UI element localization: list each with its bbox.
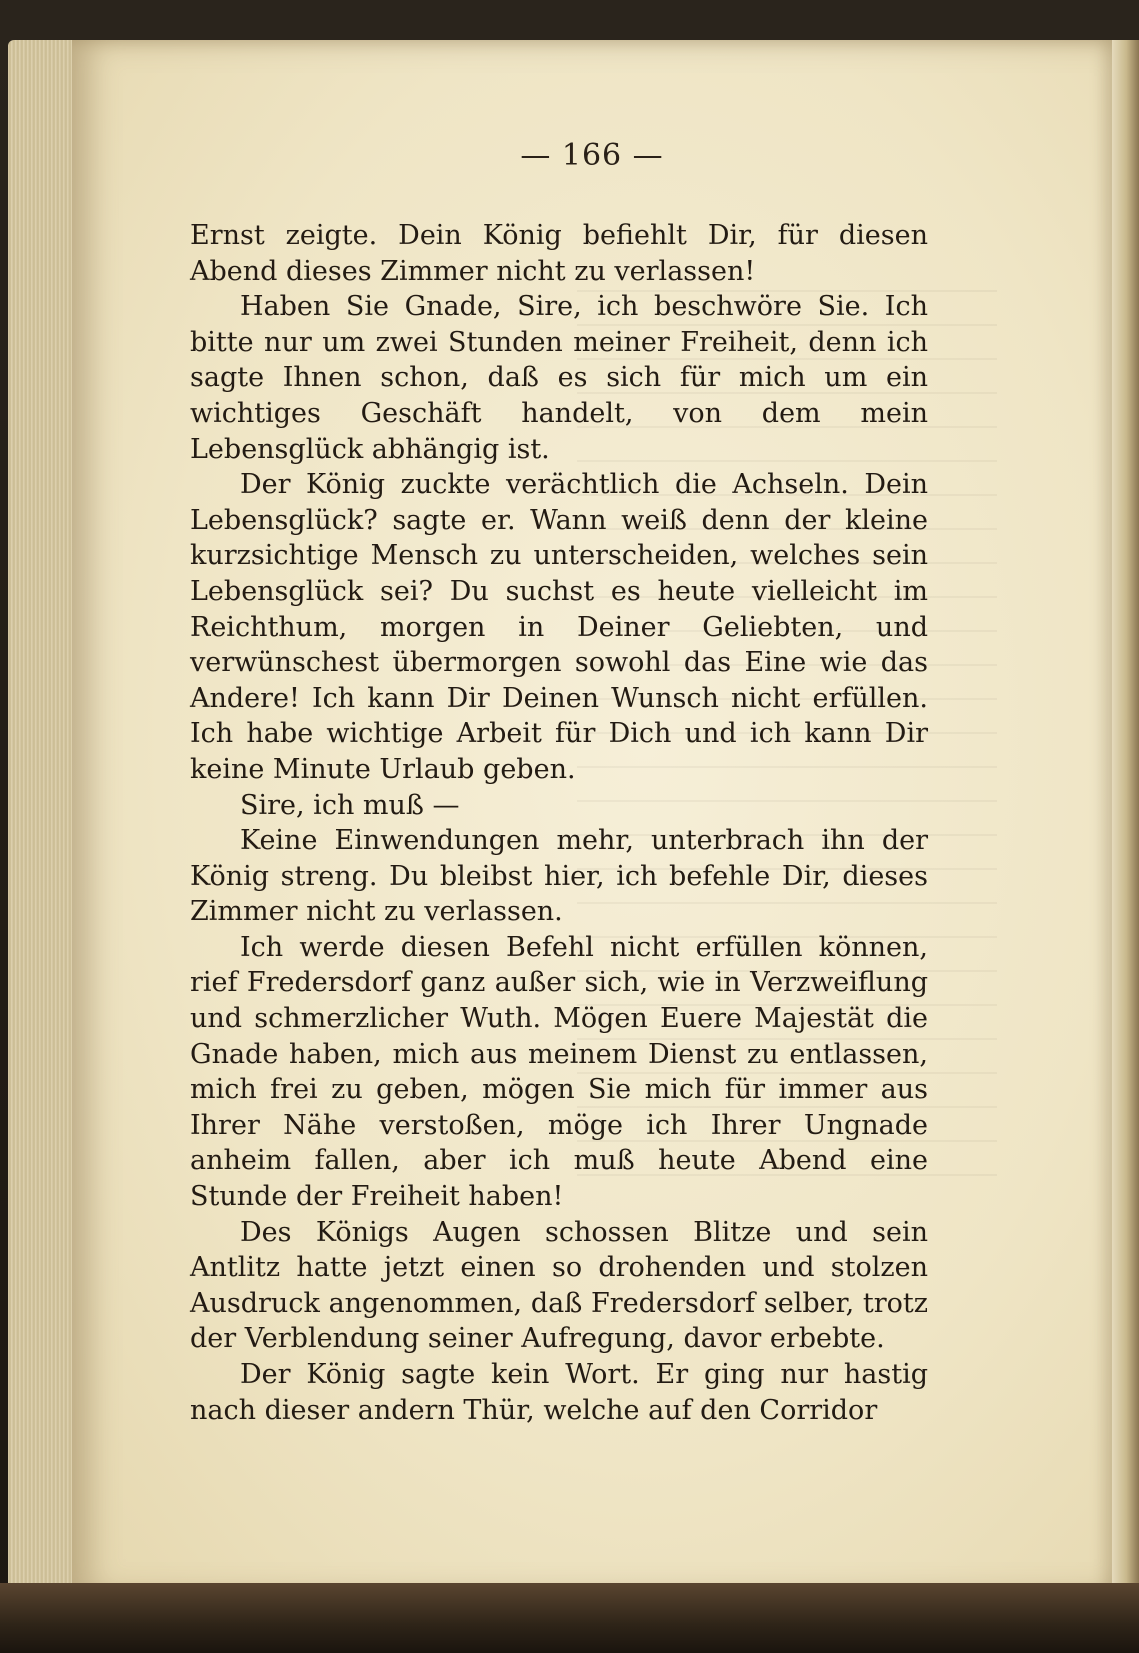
paragraph: Der König zuckte verächtlich die Achseln. Dein Lebensglück? sagte er. Wann weiß denn der kleine kurzsichtige Mensch zu unterscheiden, welches sein Lebensglück sei? Du suchst es heute vielleicht im Reichthum, morgen in Deiner Geliebten, und verwünschest übermorgen sowohl das Eine wie das Andere! Ich kann Dir Deinen Wunsch nicht erfüllen. Ich habe wichtige Arbeit für Dich und ich kann Dir keine Minute Urlaub geben.	[190, 469, 928, 785]
paragraph: Haben Sie Gnade, Sire, ich beschwöre Sie. Ich bitte nur um zwei Stunden meiner Freiheit, denn ich sagte Ihnen schon, daß es sich für mich um ein wichtiges Geschäft handelt, von dem mein Lebensglück abhängig ist.	[190, 291, 928, 465]
paragraph: Ernst zeigte. Dein König befiehlt Dir, für diesen Abend dieses Zimmer nicht zu verlassen!	[190, 220, 928, 287]
paragraph: Sire, ich muß —	[240, 789, 460, 821]
page-number: — 166 —	[520, 138, 664, 173]
book-cover-bottom	[0, 1583, 1139, 1653]
paragraph: Des Königs Augen schossen Blitze und sein Antlitz hatte jetzt einen so drohenden und stolzen Ausdruck angenommen, daß Fredersdorf selber, trotz der Verblendung seiner Aufregung, davor erbebte.	[190, 1216, 928, 1355]
paragraph: Keine Einwendungen mehr, unterbrach ihn der König streng. Du bleibst hier, ich befehle Dir, dieses Zimmer nicht zu verlassen.	[190, 825, 928, 928]
page-text	[190, 218, 928, 1428]
paragraph: Ich werde diesen Befehl nicht erfüllen können, rief Fredersdorf ganz außer sich, wie in Verzweiflung und schmerzlicher Wuth. Mögen Euere Majestät die Gnade haben, mich aus meinem Dienst zu entlassen, mich frei zu geben, mögen Sie mich für immer aus Ihrer Nähe verstoßen, möge ich Ihrer Ungnade anheim fallen, aber ich muß heute Abend eine Stunde der Freiheit haben!	[190, 931, 928, 1213]
paragraph: Der König sagte kein Wort. Er ging nur hastig nach dieser andern Thür, welche auf den Corridor	[190, 1359, 928, 1426]
